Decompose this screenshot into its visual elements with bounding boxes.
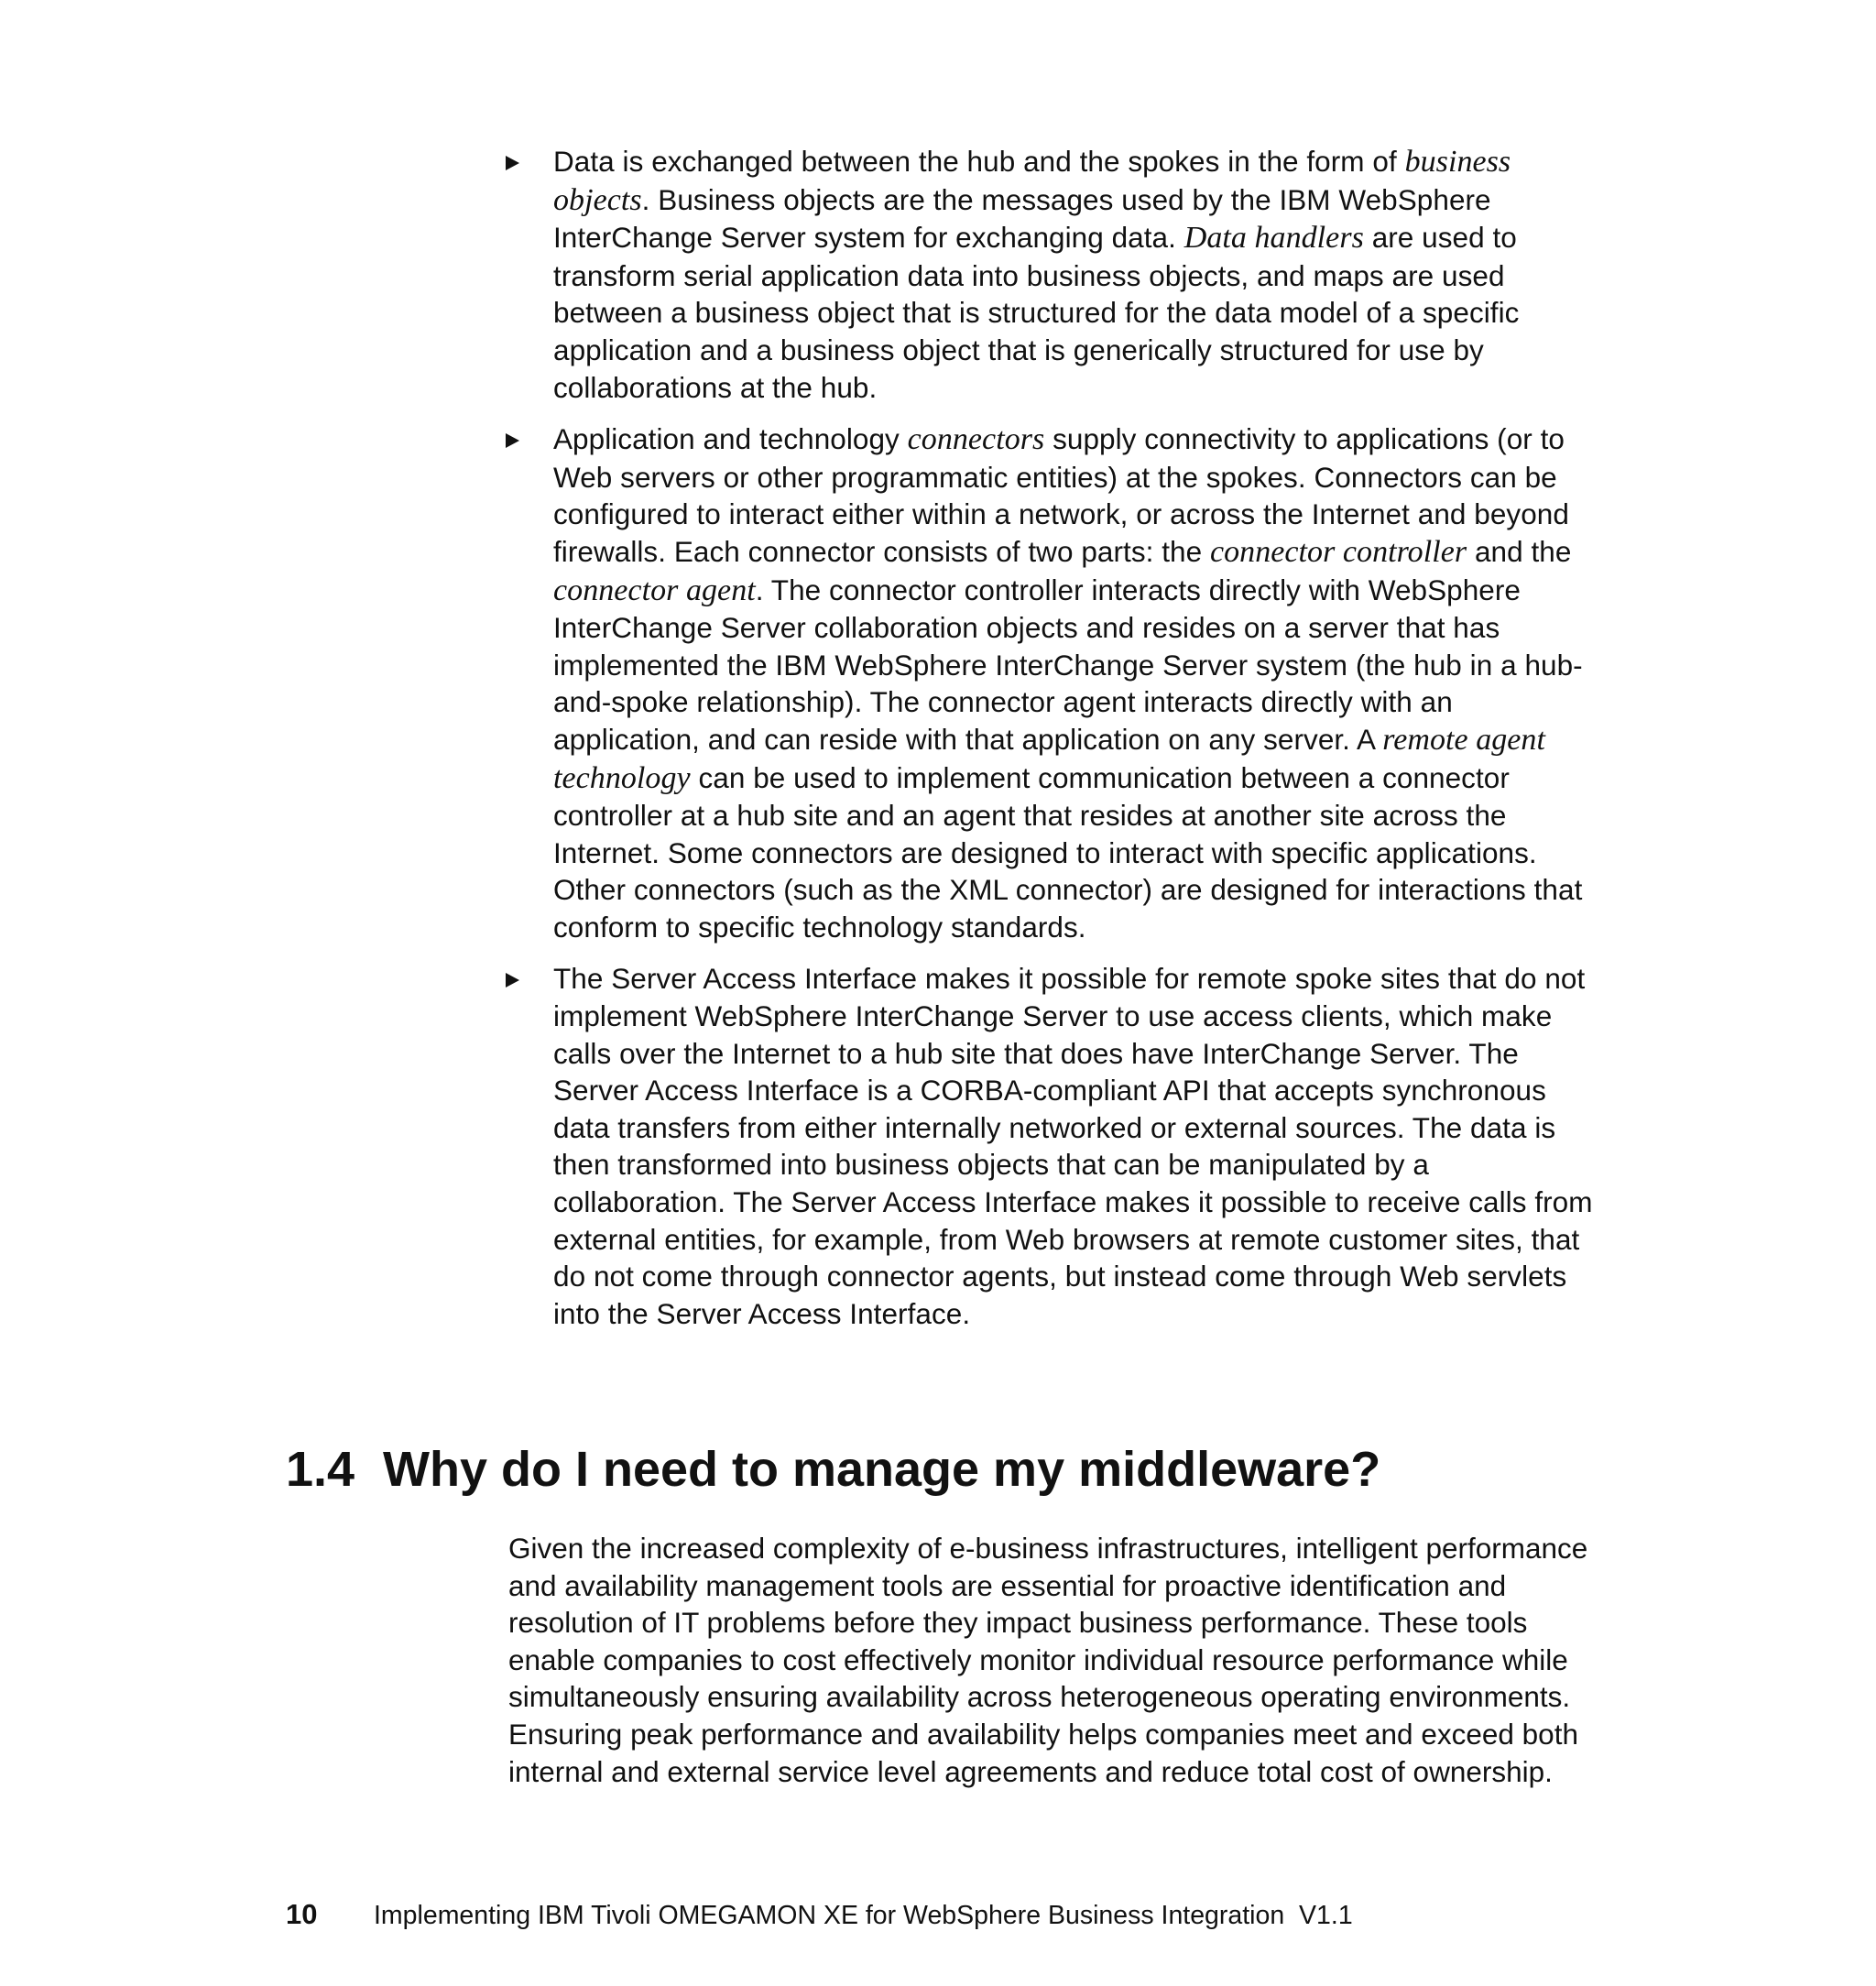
- bullet-text: [553, 143, 1605, 406]
- page-footer: [286, 1899, 1353, 1931]
- bullet-list: [506, 143, 1605, 1347]
- bullet-text: [553, 960, 1605, 1332]
- bullet-item-connectors: [506, 420, 1605, 945]
- text-run: . Business objects are the messages used by the IBM WebSphere InterChange Server system for exchanging data.: [553, 182, 1491, 255]
- triangle-bullet-icon: [506, 433, 519, 448]
- bullet-item-server-access-interface: [506, 960, 1605, 1332]
- italic-term-connector-agent: connector agent: [553, 573, 756, 607]
- section-title-text: Why do I need to manage my middleware?: [383, 1442, 1381, 1497]
- triangle-bullet-icon: [506, 973, 519, 988]
- italic-term-connector-controller: connector controller: [1209, 534, 1467, 569]
- text-run: . The connector controller interacts directly with WebSphere InterChange Server collaboration objects and resides on a server that has implemented the IBM WebSphere InterChange Server system (the hub in a hub-and-spoke relationship). The connector agent interacts directly with an application, and can reside with that application on any server. A: [553, 573, 1583, 756]
- bullet-text: [553, 420, 1605, 945]
- italic-term-remote-agent-technology: remote agent technology: [553, 722, 1545, 795]
- text-run: are used to transform serial application data into business objects, and maps are used between a business object that is structured for the data model of a specific application and a business object that is generically structured for use by collaborations at the hub.: [553, 221, 1520, 404]
- italic-term-connectors: connectors: [907, 422, 1045, 457]
- text-run: and the: [1467, 534, 1572, 568]
- italic-term-business-objects: business objects: [553, 145, 1511, 217]
- text-run: The Server Access Interface makes it possible for remote spoke sites that do not implement WebSphere InterChange Server to use access clients, which make calls over the Internet to a hub site that does have InterChange Server. The Server Access Interface is a CORBA-compliant API that accepts synchronous data transfers from either internally networked or external sources. The data is then transformed into business objects that can be manipulated by a collaboration. The Server Access Interface makes it possible to receive calls from external entities, for example, from Web browsers at remote customer sites, that do not come through connector agents, but instead come through Web servlets into the Server Access Interface.: [553, 962, 1593, 1330]
- section-paragraph: Given the increased complexity of e-business infrastructures, intelligent performance and availability management tools are essential for proactive identification and resolution of IT problems before they impact business performance. These tools enable companies to cost effectively monitor individual resource performance while simultaneously ensuring availability across heterogeneous operating environments. Ensuring peak performance and availability helps companies meet and exceed both internal and external service level agreements and reduce total cost of ownership.: [508, 1532, 1588, 1788]
- page-number: 10: [286, 1898, 318, 1930]
- section-heading: [286, 1440, 1380, 1499]
- text-run: supply connectivity to applications (or to Web servers or other programmatic entities) at the spokes. Connectors can be configured to interact either within a network, or across the Internet and beyond firewalls. Each connector consists of two parts: the: [553, 422, 1569, 568]
- text-run: can be used to implement communication between a connector controller at a hub site and an agent that resides at another site across the Internet. Some connectors are designed to interact with specific applications. Other connectors (such as the XML connector) are designed for interactions that conform to specific technology standards.: [553, 760, 1583, 944]
- italic-term-data-handlers: Data handlers: [1183, 221, 1364, 256]
- text-run: Data is exchanged between the hub and the spokes in the form of: [553, 145, 1405, 178]
- triangle-bullet-icon: [506, 156, 519, 170]
- section-number: 1.4: [286, 1442, 355, 1497]
- text-run: Application and technology: [553, 422, 908, 456]
- bullet-item-business-objects: [506, 143, 1605, 406]
- footer-book-title: Implementing IBM Tivoli OMEGAMON XE for WebSphere Business Integration V1.1: [374, 1901, 1353, 1930]
